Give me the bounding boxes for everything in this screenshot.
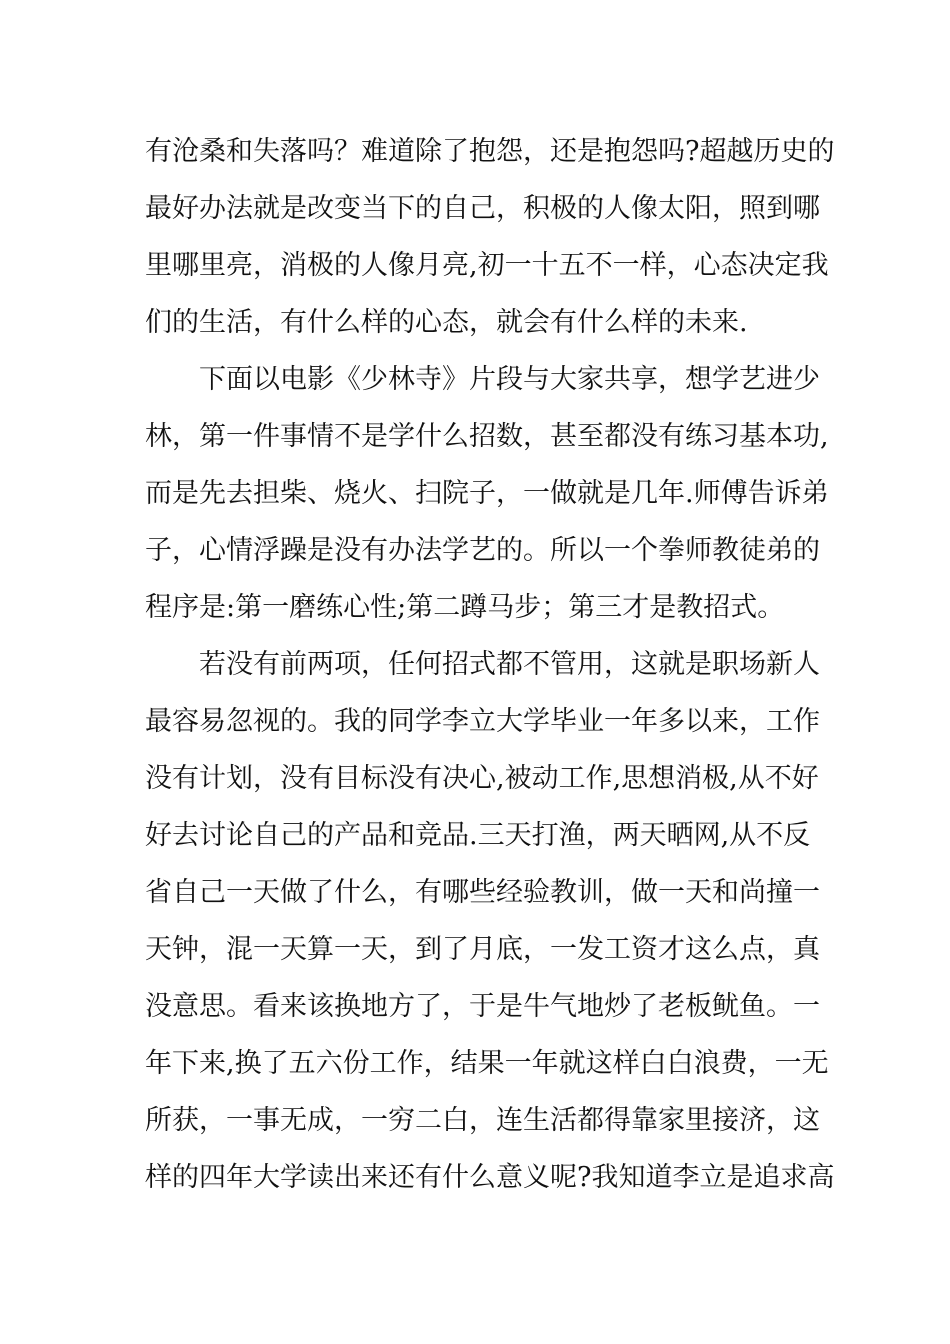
text-line: 省自己一天做了什么，有哪些经验教训，做一天和尚撞一: [145, 877, 820, 908]
text-line: 所获，一事无成，一穷二白，连生活都得靠家里接济，这: [145, 1105, 820, 1136]
text-line: 里哪里亮，消极的人像月亮,初一十五不一样，心态决定我: [145, 250, 829, 281]
text-line: 最好办法就是改变当下的自己，积极的人像太阳，照到哪: [145, 193, 820, 224]
text-line: 年下来,换了五六份工作，结果一年就这样白白浪费，一无: [145, 1048, 829, 1079]
text-line: 天钟，混一天算一天，到了月底，一发工资才这么点，真: [145, 934, 820, 965]
text-line: 没有计划，没有目标没有决心,被动工作,思想消极,从不好: [145, 763, 819, 794]
paragraph-first-line: 若没有前两项，任何招式都不管用，这就是职场新人: [199, 649, 820, 680]
text-line: 样的四年大学读出来还有什么意义呢?我知道李立是追求高: [145, 1162, 835, 1193]
text-line: 们的生活，有什么样的心态，就会有什么样的未来.: [145, 307, 748, 338]
text-line: 程序是:第一磨练心性;第二蹲马步；第三才是教招式。: [145, 592, 785, 623]
text-line: 没意思。看来该换地方了，于是牛气地炒了老板鱿鱼。一: [145, 991, 820, 1022]
text-line: 林，第一件事情不是学什么招数，甚至都没有练习基本功,: [145, 421, 829, 452]
text-line: 好去讨论自己的产品和竞品.三天打渔，两天晒网,从不反: [145, 820, 811, 851]
paragraph-first-line: 下面以电影《少林寺》片段与大家共享，想学艺进少: [199, 364, 820, 395]
text-line: 而是先去担柴、烧火、扫院子，一做就是几年.师傅告诉弟: [145, 478, 829, 509]
text-line: 最容易忽视的。我的同学李立大学毕业一年多以来，工作: [145, 706, 820, 737]
text-line: 子，心情浮躁是没有办法学艺的。所以一个拳师教徒弟的: [145, 535, 820, 566]
text-line: 有沧桑和失落吗？难道除了抱怨，还是抱怨吗?超越历史的: [145, 136, 835, 167]
